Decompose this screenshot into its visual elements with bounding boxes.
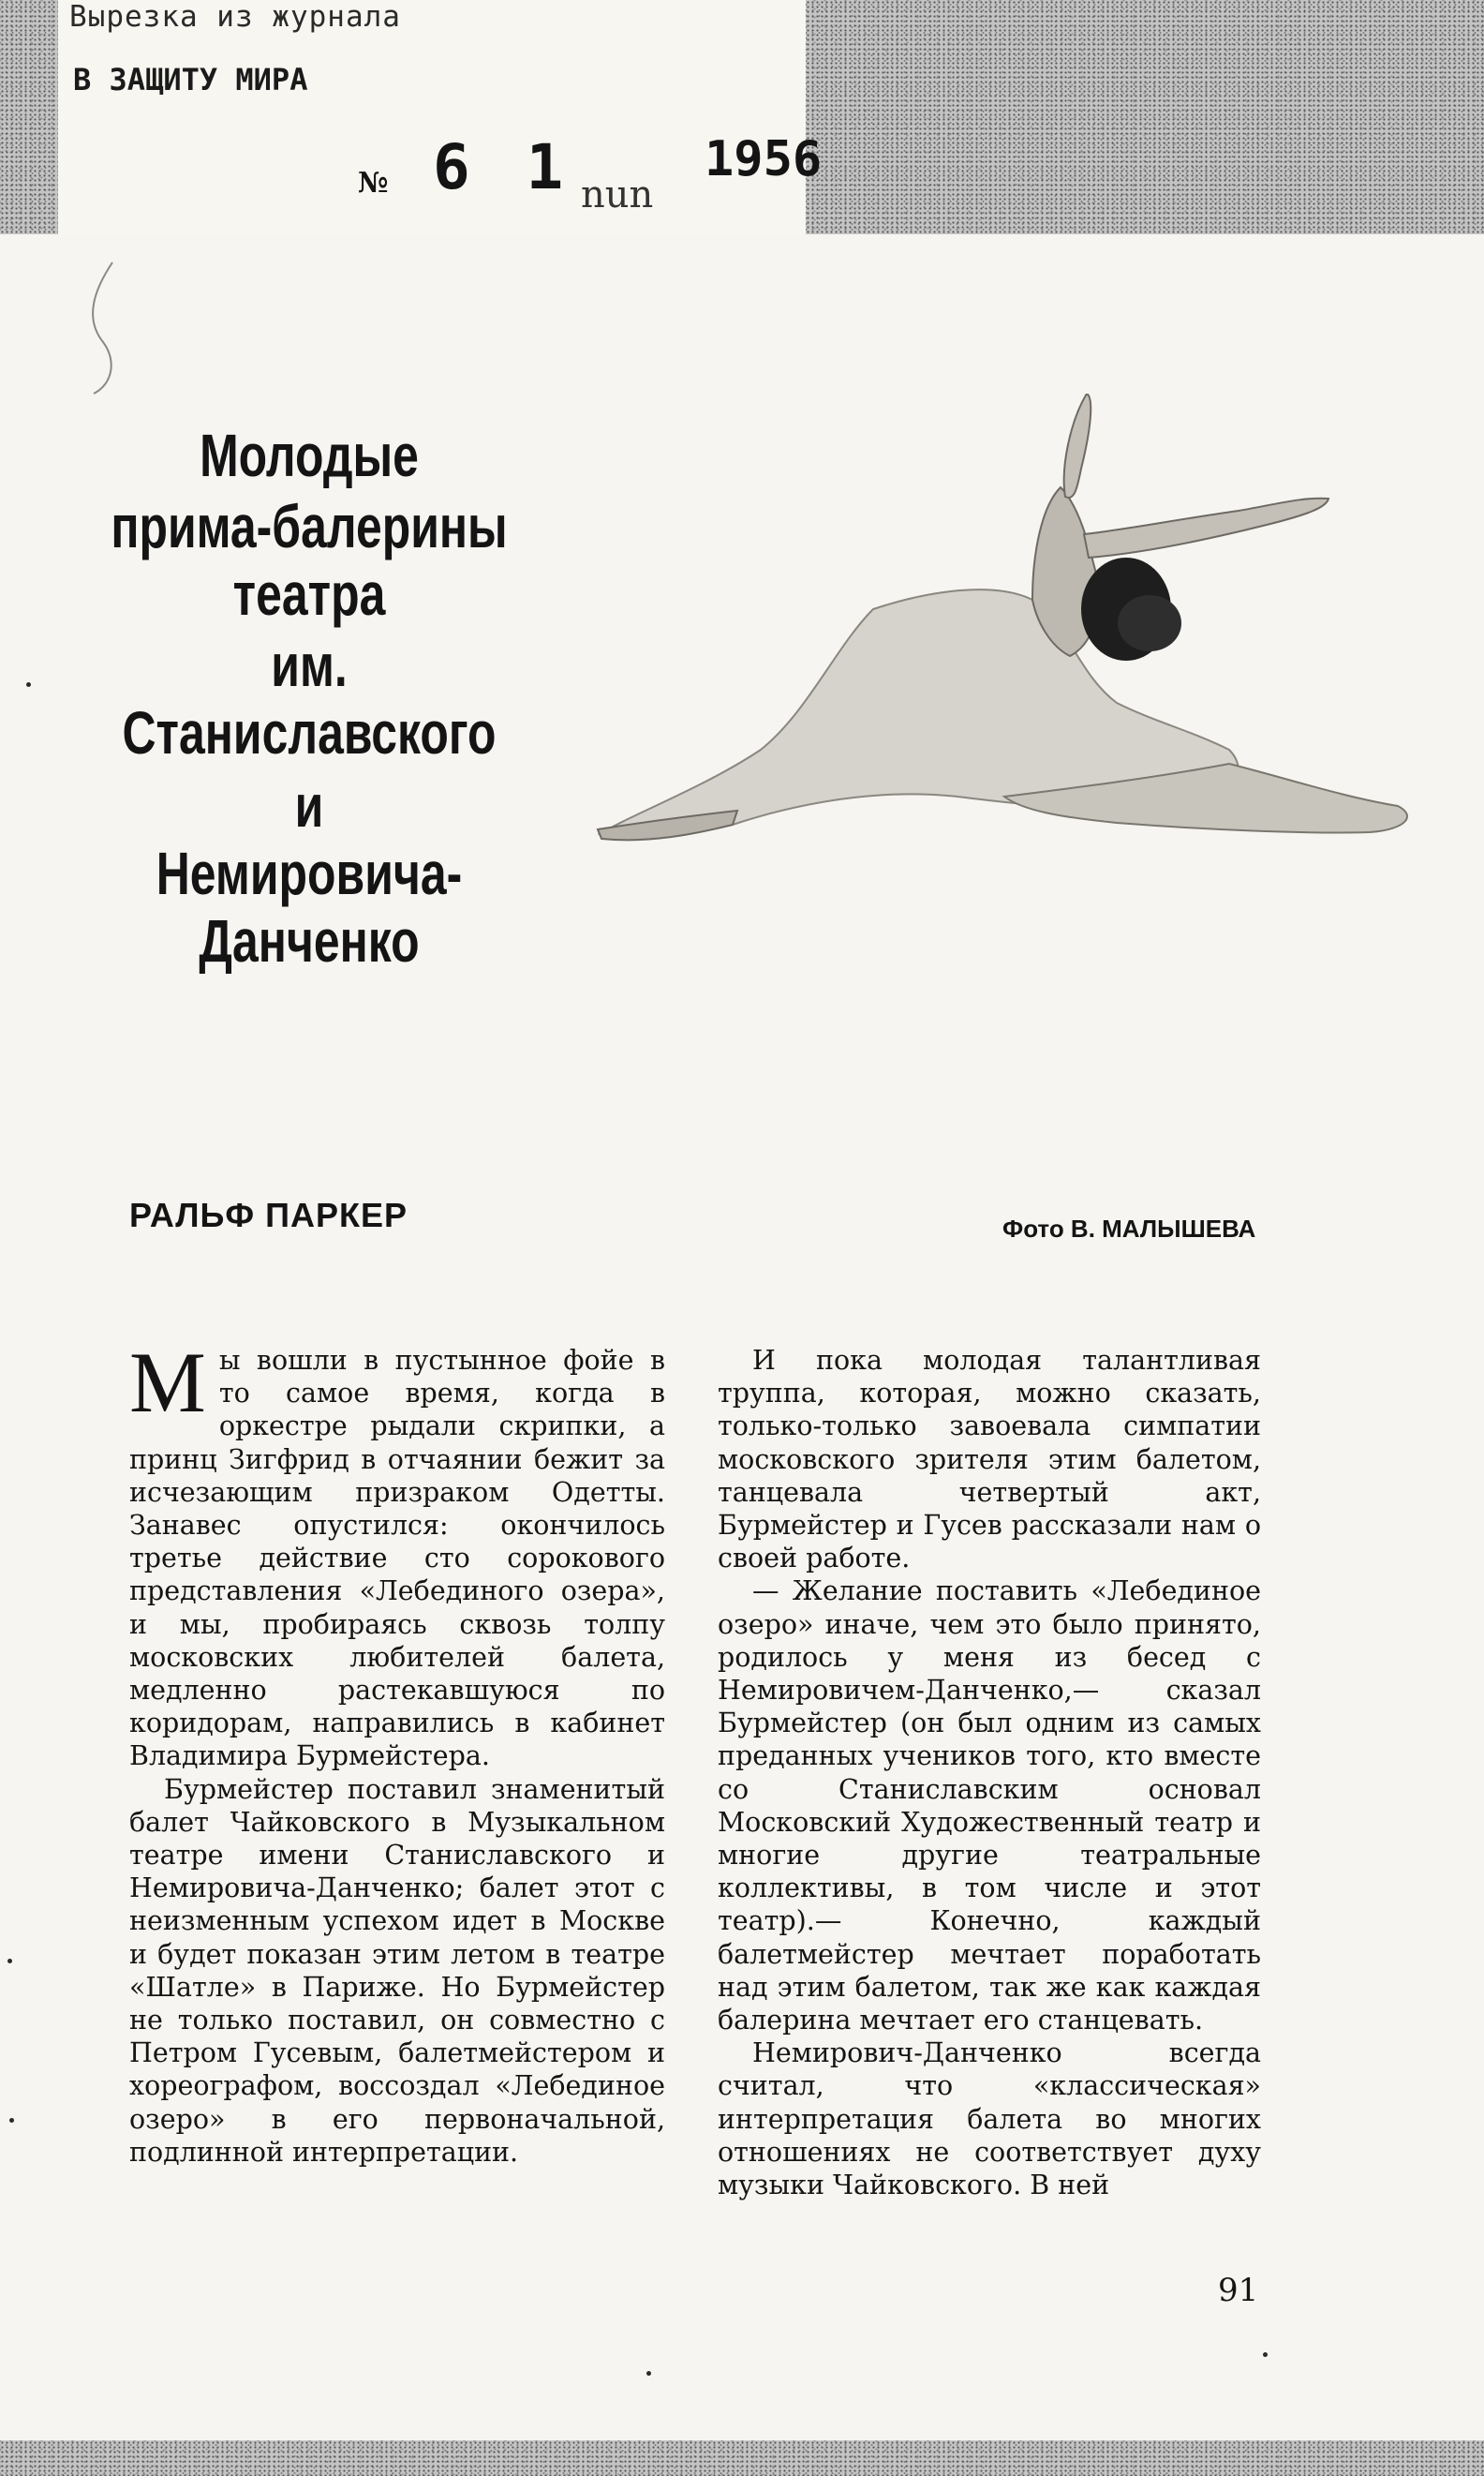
dancer-figure bbox=[598, 394, 1407, 840]
title-line: Немировича-Данченко bbox=[156, 840, 463, 975]
paragraph: Немирович-Данченко всегда считал, что «классическая» интерпретация балета во многих отношениях не соответствует духу музыки Чайковского. В ней bbox=[718, 2037, 1261, 2201]
paragraph-text: ы вошли в пустынное фойе в то самое время, когда в оркестре рыдали скрипки, а принц Зигфрид в отчаянии бежит за исчезающим призраком Одетты. Занавес опустился: окончилось третье действие сто сорокового представления «Лебединого озера», и мы, пробираясь сквозь толпу московских любителей балета, медленно растекавшуюся по коридорам, направились в кабинет Владимира Бурмейстера. bbox=[129, 1345, 665, 1772]
clipping-label: Вырезка из журнала bbox=[69, 0, 401, 34]
pencil-mark bbox=[75, 253, 150, 403]
page-number: 91 bbox=[1218, 2272, 1259, 2309]
scan-noise-bottom bbox=[0, 2440, 1484, 2476]
paragraph bbox=[129, 1335, 665, 1773]
title-line: прима-балерины bbox=[111, 493, 508, 560]
paragraph: И пока молодая талантливая труппа, которая, можно сказать, только-только завоевала симпатии московского зрителя этим балетом, танцевала четвертый акт, Бурмейстер и Гусев рассказали нам о своей работе. bbox=[718, 1345, 1261, 1574]
article-column-left bbox=[129, 1335, 665, 2169]
article-title bbox=[82, 422, 536, 975]
photo-credit: Фото В. МАЛЫШЕВА bbox=[1002, 1215, 1256, 1243]
scan-speck bbox=[1263, 2352, 1268, 2357]
clipping-stamp bbox=[58, 0, 823, 234]
scan-speck bbox=[7, 1959, 12, 1963]
title-line: и bbox=[294, 772, 324, 840]
ballerina-photo bbox=[592, 394, 1447, 956]
number-sign: № bbox=[358, 167, 389, 200]
journal-name: В ЗАЩИТУ МИРА bbox=[73, 62, 308, 97]
issue-year: 1956 bbox=[705, 131, 823, 187]
issue-month: nun bbox=[581, 173, 654, 216]
scan-noise-left bbox=[0, 0, 56, 234]
title-line: театра bbox=[232, 560, 386, 628]
scan-speck bbox=[9, 2118, 14, 2123]
drop-cap: М bbox=[129, 1335, 206, 1430]
scan-speck bbox=[26, 682, 31, 687]
paragraph: Бурмейстер поставил знаменитый балет Чайковского в Музыкальном театре имени Станиславского и Немировича-Данченко; балет этот с неизменным успехом идет в Москве и будет показан этим летом в театре «Шатле» в Париже. Но Бурмейстер не только поставил, он совместно с Петром Гусевым, балетмейстером и хореографом, воссоздал «Лебединое озеро» в его первоначальной, подлинной интерпретации. bbox=[129, 1773, 665, 2168]
paragraph: — Желание поставить «Лебединое озеро» иначе, чем это было принято, родилось у меня из бесед с Немировичем-Данченко,— сказал Бурмейстер (он был одним из самых преданных учеников того, кто вместе со Станиславским основал Московский Художественный театр и многие другие театральные коллективы, в том числе и этот театр).— Конечно, каждый балетмейстер мечтает поработать над этим балетом, так же как каждая балерина мечтает его станцевать. bbox=[718, 1575, 1261, 2036]
title-line: Молодые bbox=[200, 422, 419, 489]
scan-speck bbox=[646, 2371, 651, 2376]
article-author: РАЛЬФ ПАРКЕР bbox=[129, 1196, 408, 1234]
title-line: им. Станиславского bbox=[122, 632, 497, 767]
article-column-right bbox=[718, 1344, 1261, 2201]
issue-number: 6 1 bbox=[433, 131, 573, 203]
